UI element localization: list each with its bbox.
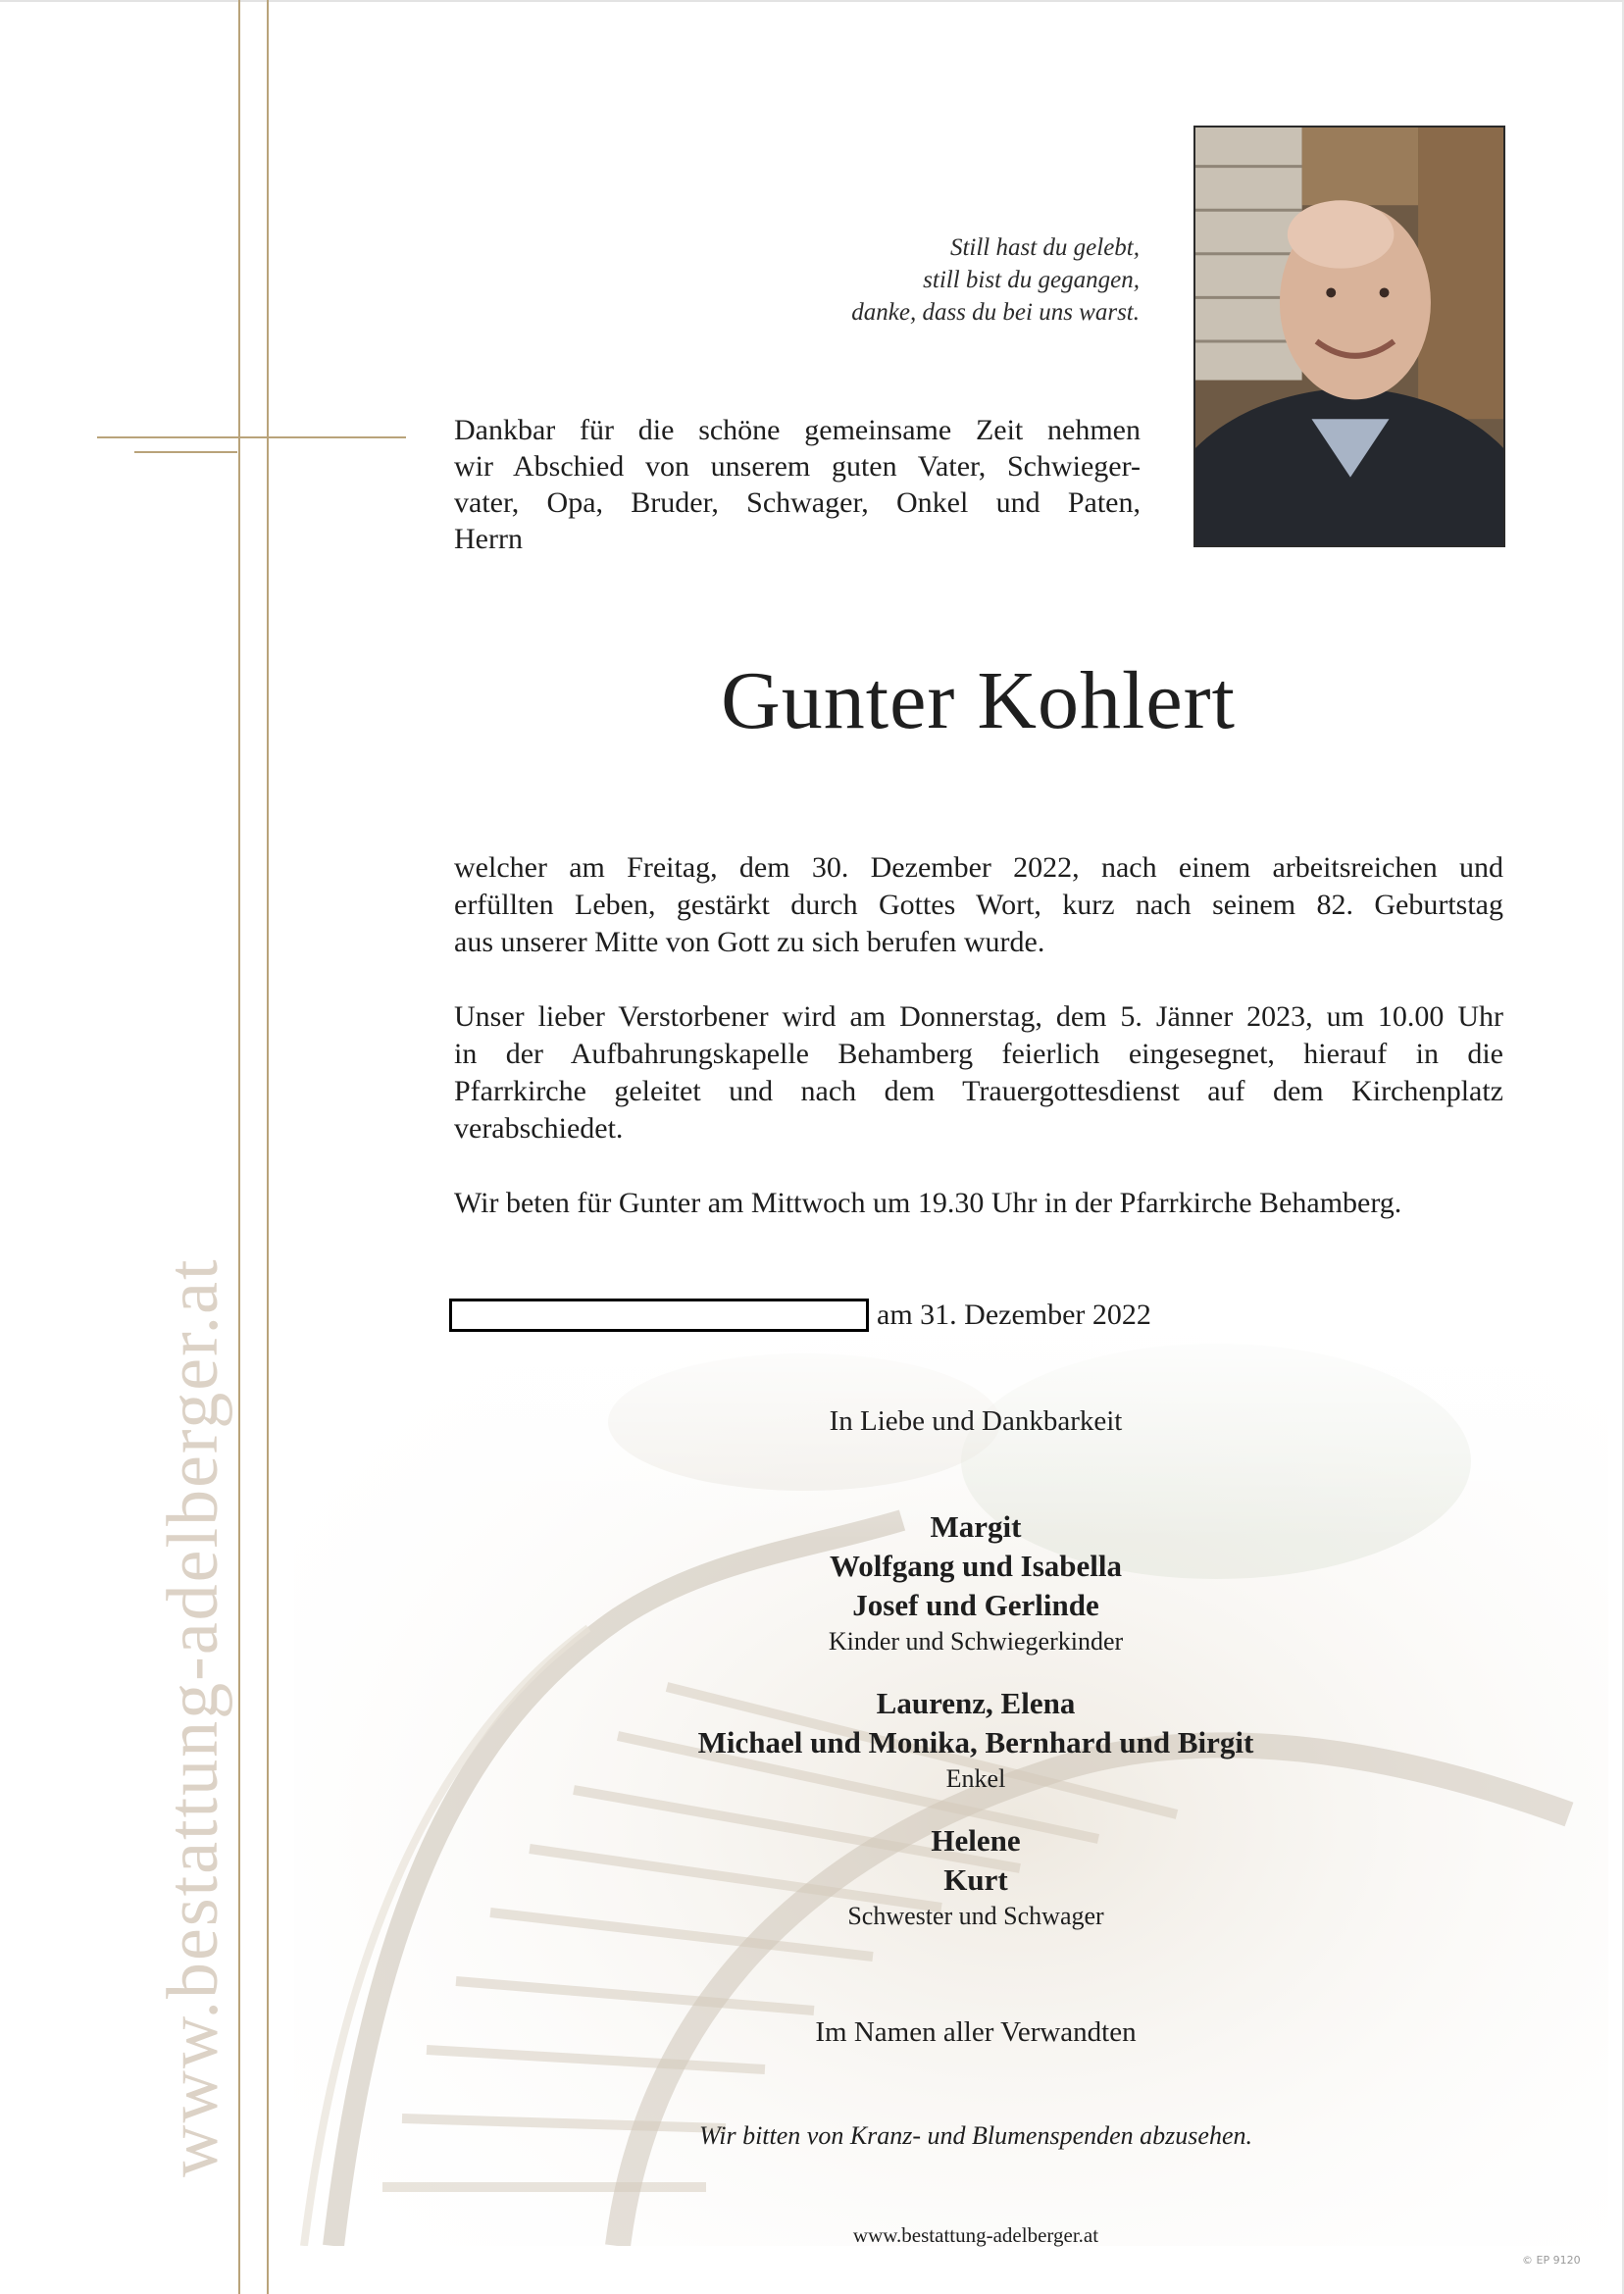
intro-line: Dankbar für die schöne gemeinsame Zeit nehmen bbox=[454, 414, 1141, 446]
portrait-photo bbox=[1193, 126, 1505, 547]
cross-horizontal-line-lower bbox=[134, 451, 237, 453]
intro-line: Herrn bbox=[454, 523, 523, 555]
place-date-line: am 31. Dezember 2022 bbox=[877, 1299, 1151, 1331]
redacted-place-box bbox=[449, 1299, 869, 1332]
cross-vertical-line-right bbox=[267, 0, 269, 2294]
mourner-name: Wolfgang und Isabella bbox=[829, 1549, 1123, 1583]
paragraph-line: erfüllten Leben, gestärkt durch Gottes Wort, kurz nach seinem 82. Geburtstag bbox=[454, 889, 1503, 921]
flowers-request: Wir bitten von Kranz- und Blumenspenden abzusehen. bbox=[699, 2121, 1252, 2150]
mourner-role: Schwester und Schwager bbox=[847, 1902, 1104, 1930]
intro-line: vater, Opa, Bruder, Schwager, Onkel und Paten, bbox=[454, 486, 1141, 519]
paragraph-line: Pfarrkirche geleitet und nach dem Trauergottesdienst auf dem Kirchenplatz bbox=[454, 1075, 1503, 1107]
watermark-url: www.bestattung-adelberger.at bbox=[153, 1257, 233, 2177]
mourners-list bbox=[588, 1507, 1363, 1959]
paragraph-line: welcher am Freitag, dem 30. Dezember 2022, nach einem arbeitsreichen und bbox=[454, 851, 1503, 884]
quote-line: Still hast du gelebt, bbox=[949, 234, 1140, 261]
prayer-paragraph bbox=[454, 1185, 1503, 1222]
paragraph-line: aus unserer Mitte von Gott zu sich berufen wurde. bbox=[454, 926, 1045, 958]
footer-url: www.bestattung-adelberger.at bbox=[852, 2223, 1099, 2247]
funeral-details-paragraph bbox=[454, 998, 1503, 1147]
mourner-role: Enkel bbox=[945, 1764, 1006, 1793]
paragraph-line: in der Aufbahrungskapelle Behamberg feierlich eingesegnet, hierauf in die bbox=[454, 1038, 1503, 1070]
paragraph-line: Unser lieber Verstorbener wird am Donnerstag, dem 5. Jänner 2023, um 10.00 Uhr bbox=[454, 1000, 1503, 1033]
paragraph-line: verabschiedet. bbox=[454, 1112, 624, 1145]
paragraph-line: Wir beten für Gunter am Mittwoch um 19.30 Uhr in der Pfarrkirche Behamberg. bbox=[454, 1187, 1402, 1219]
cross-vertical-line-left bbox=[238, 0, 240, 2294]
mourner-name: Margit bbox=[930, 1509, 1022, 1544]
intro-line: wir Abschied von unserem guten Vater, Schwieger- bbox=[454, 450, 1141, 483]
closing-line: Im Namen aller Verwandten bbox=[815, 2016, 1137, 2048]
mourner-name: Josef und Gerlinde bbox=[852, 1588, 1099, 1622]
memorial-quote bbox=[851, 231, 1140, 329]
cross-horizontal-line-upper bbox=[97, 436, 406, 438]
mourner-role: Kinder und Schwiegerkinder bbox=[828, 1627, 1124, 1656]
mourner-name: Kurt bbox=[943, 1862, 1008, 1897]
intro-paragraph bbox=[454, 412, 1141, 557]
quote-line: still bist du gegangen, bbox=[923, 267, 1140, 293]
quote-line: danke, dass du bei uns warst. bbox=[851, 299, 1140, 326]
mourner-name: Helene bbox=[931, 1823, 1021, 1858]
mourner-name: Michael und Monika, Bernhard und Birgit bbox=[697, 1725, 1254, 1759]
deceased-name: Gunter Kohlert bbox=[721, 655, 1236, 746]
print-code: © EP 9120 bbox=[1522, 2254, 1581, 2267]
greeting: In Liebe und Dankbarkeit bbox=[829, 1405, 1123, 1437]
death-notice-paragraph bbox=[454, 849, 1503, 961]
mourner-name: Laurenz, Elena bbox=[876, 1686, 1076, 1720]
